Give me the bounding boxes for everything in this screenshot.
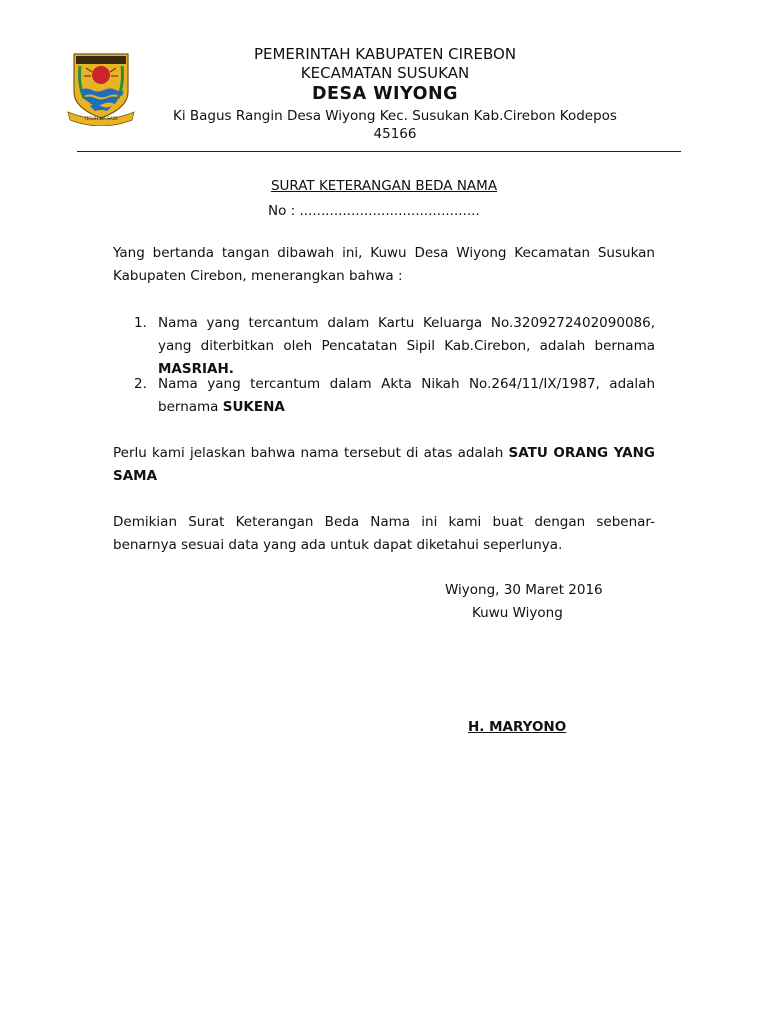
clarification-emphasis: SATU ORANG YANG SAMA bbox=[113, 445, 656, 484]
svg-text:TEGUH WA SARE: TEGUH WA SARE bbox=[84, 116, 118, 121]
list-item-number: 2. bbox=[134, 376, 147, 392]
letterhead-divider bbox=[77, 151, 681, 152]
address-text: Ki Bagus Rangin Desa Wiyong Kec. Susukan Kab.Cirebon Kodepos bbox=[173, 108, 617, 124]
letter-title-text: SURAT KETERANGAN BEDA NAMA bbox=[270, 178, 498, 194]
letterhead-address bbox=[145, 107, 645, 143]
list-item bbox=[130, 312, 655, 381]
letterhead-regency: PEMERINTAH KABUPATEN CIREBON bbox=[253, 45, 517, 63]
list-item-text: Nama yang tercantum dalam Akta Nikah No.264/11/IX/1987, adalah bernama bbox=[158, 376, 655, 415]
signature-name: H. MARYONO bbox=[468, 719, 567, 735]
list-item-number: 1. bbox=[134, 315, 147, 331]
signature-place-date: Wiyong, 30 Maret 2016 bbox=[445, 582, 603, 598]
cirebon-coat-of-arms-icon bbox=[66, 48, 136, 126]
list-item-name: MASRIAH. bbox=[158, 361, 234, 377]
statement-list bbox=[130, 312, 655, 419]
letter-number: No : .......................................... bbox=[268, 203, 480, 219]
list-item-name: SUKENA bbox=[222, 399, 285, 415]
letterhead-village: DESA WIYONG bbox=[312, 84, 458, 104]
list-item bbox=[130, 373, 655, 419]
signature-position: Kuwu Wiyong bbox=[472, 605, 563, 621]
clarification-text: Perlu kami jelaskan bahwa nama tersebut di atas adalah bbox=[113, 445, 509, 461]
letter-title bbox=[0, 177, 768, 195]
list-item-text: Nama yang tercantum dalam Kartu Keluarga No.3209272402090086, yang diterbitkan oleh Pencatatan Sipil Kab.Cirebon, adalah bernama bbox=[158, 315, 655, 354]
clarification-paragraph bbox=[113, 442, 655, 488]
closing-paragraph: Demikian Surat Keterangan Beda Nama ini kami buat dengan sebenar-benarnya sesuai data yang ada untuk dapat diketahui seperlunya. bbox=[113, 514, 655, 553]
letterhead-district: KECAMATAN SUSUKAN bbox=[300, 64, 470, 82]
address-postcode: 45166 bbox=[373, 126, 417, 142]
opening-paragraph: Yang bertanda tangan dibawah ini, Kuwu Desa Wiyong Kecamatan Susukan Kabupaten Cirebon, menerangkan bahwa : bbox=[113, 245, 655, 284]
